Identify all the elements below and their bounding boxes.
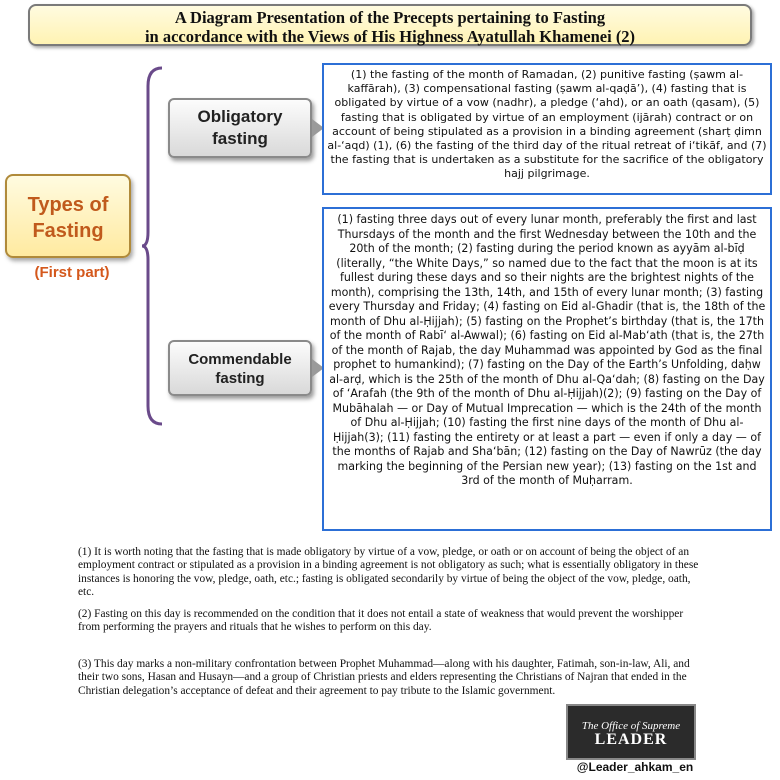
branch-label-line-2: fasting: [212, 129, 268, 148]
branch-commendable: [168, 340, 312, 396]
footnote-3: (3) This day marks a non-military confrontation between Prophet Muhammad—along with his daughter, Fatimah, son-in-law, Ali, and their two sons, Hasan and Husayn—and a group of Christian priests and elders representing the Christians of Najran that ended in the Christian delegation’s acceptance of defeat and their agreement to pay tribute to the Islamic government.: [78, 658, 690, 697]
office-logo: [566, 704, 696, 760]
obligatory-content-box: (1) the fasting of the month of Ramadan, (2) punitive fasting (ṣawm al-kaffārah), (3) compensational fasting (ṣawm al-qaḍā’), (4) fasting that is obligated by virtue of a vow (nadhr), a pledge (‘ahd), or an oath (qasam), (5) fasting that is obligated by virtue of an employment (ijārah) contract or on account of being stipulated as a provision in a binding agreement (sharṭ ḍimn al-‘aqd) (1), (6) the fasting of the third day of the ritual retreat of i‘tikāf, and (7) the fasting that is undertaken as a substitute for the sacrifice of the obligatory hajj pilgrimage.: [322, 63, 772, 195]
branch-label-line-1: Commendable: [188, 351, 292, 368]
title-banner: [28, 4, 752, 46]
commendable-content-box: (1) fasting three days out of every lunar month, preferably the first and last Thursdays of the month and the first Wednesday between the 10th and the 20th of the month; (2) fasting during the period known as ayyām al-bīḍ (literally, “the White Days,” so named due to the fact that the moon is at its fullest during these days and so their nights are the brightest nights of the month), comprising the 13th, 14th, and 15th of every lunar month; (3) fasting every Thursday and Friday; (4) fasting on Eid al-Ghadir (that is, the 18th of the month of Dhu al-Ḥijjah); (5) fasting on the Prophet’s birthday (that is, the 17th of the month of Rabī‘ al-Awwal); (6) fasting on Eid al-Mab‘ath (that is, the 27th of the month of Rajab, the day Muhammad was appointed by God as the final prophet to humankind); (7) fasting on the Day of the Earth’s Unfolding, daḥw al-arḍ, which is the 25th of the month of Dhu al-Qa‘dah; (8) fasting on the Day of ‘Arafah (the 9th of the month of Dhu al-Ḥijjah)(2); (9) fasting on the Day of Mubāhalah — or Day of Mutual Imprecation — which is the 24th of the month of Dhu al-Ḥijjah; (10) fasting the first nine days of the month of Dhu al-Ḥijjah(3); (11) fasting the entirety or at least a part — even if only a day — of the months of Rajab and Sha‘bān; (12) fasting on the Day of Nawrūz (the day marking the beginning of the Persian new year); (13) fasting on the 1st and 3rd of the month of Muḥarram.: [322, 207, 772, 531]
root-node: [5, 174, 131, 258]
title-line-2: in accordance with the Views of His Highness Ayatullah Khamenei (2): [144, 27, 636, 46]
branch-obligatory: [168, 98, 312, 158]
branch-label-line-2: fasting: [215, 370, 265, 387]
social-handle: @Leader_ahkam_en: [576, 760, 694, 774]
footnote-2: (2) Fasting on this day is recommended on the condition that it does not entail a state of weakness that would prevent the worshipper from performing the prayers and rituals that he wishes to perform on this day.: [78, 608, 684, 634]
logo-line-2: LEADER: [594, 731, 668, 748]
root-sublabel: (First part): [34, 264, 110, 281]
branch-label-line-1: Obligatory: [197, 107, 283, 126]
root-label-line-2: Fasting: [32, 220, 104, 242]
footnote-1: (1) It is worth noting that the fasting that is made obligatory by virtue of a vow, pledge, or oath or on account of being the object of an employment contract or stipulated as a provision in a binding agreement is not obligatory as such; what is essentially obligatory in these instances is honoring the vow, pledge, oath, etc.; fasting is obligated secondarily by virtue of being the object of the vow, pledge, oath, etc.: [78, 546, 699, 599]
title-line-1: A Diagram Presentation of the Precepts pertaining to Fasting: [174, 8, 606, 27]
root-label-line-1: Types of: [27, 194, 109, 216]
logo-line-1: The Office of Supreme: [581, 720, 681, 732]
curly-brace-icon: [140, 66, 164, 426]
